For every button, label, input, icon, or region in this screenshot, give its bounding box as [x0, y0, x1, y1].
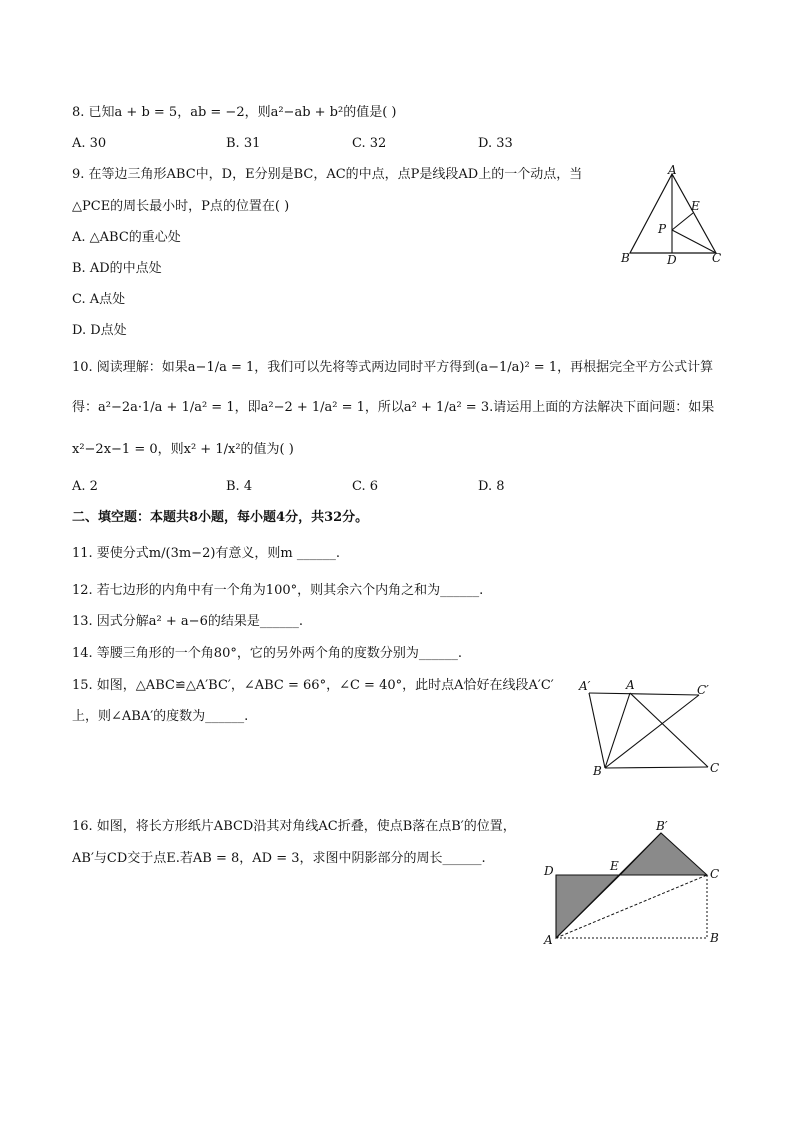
- q16-line2: AB′与CD交于点E.若AB = 8，AD = 3，求图中阴影部分的周长______.: [72, 851, 486, 866]
- q16-figure: [540, 815, 725, 950]
- q10-line1: 10. 阅读理解：如果a−1/a = 1，我们可以先将等式两边同时平方得到(a−1/a)² = 1，再根据完全平方公式计算: [72, 360, 714, 375]
- q16-label-e: E: [610, 859, 619, 873]
- q9-label-a: A: [668, 163, 677, 177]
- q16-label-b-prime: B′: [656, 819, 668, 833]
- q15-figure: [575, 673, 725, 783]
- q16-label-a: A: [544, 933, 553, 947]
- q9-figure: [615, 160, 725, 270]
- q10-option-a: A. 2: [72, 479, 98, 494]
- q9-stem-line2: △PCE的周长最小时，P点的位置在( ): [72, 199, 290, 214]
- q15-label-b: B: [593, 764, 602, 778]
- q11: 11. 要使分式m/(3m−2)有意义，则m ______.: [72, 546, 341, 561]
- q16-label-d: D: [544, 864, 554, 878]
- q16-label-b: B: [710, 931, 719, 945]
- q15-line2: 上，则∠ABA′的度数为______.: [72, 709, 249, 724]
- q8-option-c: C. 32: [352, 136, 387, 151]
- q9-option-c: C. A点处: [72, 292, 126, 307]
- q15-label-c: C: [710, 761, 720, 775]
- q8-option-d: D. 33: [478, 136, 513, 151]
- q12: 12. 若七边形的内角中有一个角为100°，则其余六个内角之和为______.: [72, 583, 484, 598]
- q9-stem-line1: 9. 在等边三角形ABC中，D，E分别是BC，AC的中点，点P是线段AD上的一个动点，当: [72, 167, 583, 182]
- q16-label-c: C: [710, 867, 720, 881]
- q15-label-a-prime: A′: [579, 679, 591, 693]
- q9-option-d: D. D点处: [72, 323, 127, 338]
- q13: 13. 因式分解a² + a−6的结果是______.: [72, 614, 303, 629]
- q16-line1: 16. 如图，将长方形纸片ABCD沿其对角线AC折叠，使点B落在点B′的位置，: [72, 819, 516, 834]
- q15-label-c-prime: C′: [697, 683, 709, 697]
- q8-option-a: A. 30: [72, 136, 107, 151]
- q9-option-a: A. △ABC的重心处: [72, 230, 181, 245]
- q9-label-d: D: [667, 253, 677, 267]
- q10-options: [72, 478, 572, 496]
- q9-option-b: B. AD的中点处: [72, 261, 162, 276]
- q10-option-c: C. 6: [352, 479, 379, 494]
- q8-options: [72, 135, 572, 153]
- q10-line3: x²−2x−1 = 0，则x² + 1/x²的值为( ): [72, 442, 294, 457]
- q10-option-b: B. 4: [226, 479, 253, 494]
- q14: 14. 等腰三角形的一个角80°，它的另外两个角的度数分别为______.: [72, 646, 462, 661]
- section2-heading: 二、填空题：本题共8小题，每小题4分，共32分。: [72, 510, 369, 525]
- q9-label-e: E: [691, 199, 700, 213]
- q10-option-d: D. 8: [478, 479, 505, 494]
- q15-line1: 15. 如图，△ABC≌△A′BC′，∠ABC = 66°，∠C = 40°，此时点A恰好在线段A′C′: [72, 678, 554, 693]
- q9-label-c: C: [712, 251, 722, 265]
- q9-label-p: P: [658, 222, 667, 236]
- q16-shade-right: [620, 833, 707, 875]
- q10-line2: 得：a²−2a·1/a + 1/a² = 1，即a²−2 + 1/a² = 1，所以a² + 1/a² = 3.请运用上面的方法解决下面问题：如果: [72, 400, 715, 415]
- q15-label-a: A: [626, 678, 635, 692]
- q9-label-b: B: [621, 251, 630, 265]
- q8-option-b: B. 31: [226, 136, 261, 151]
- q8-stem: 8. 已知a + b = 5，ab = −2，则a²−ab + b²的值是( ): [72, 105, 397, 120]
